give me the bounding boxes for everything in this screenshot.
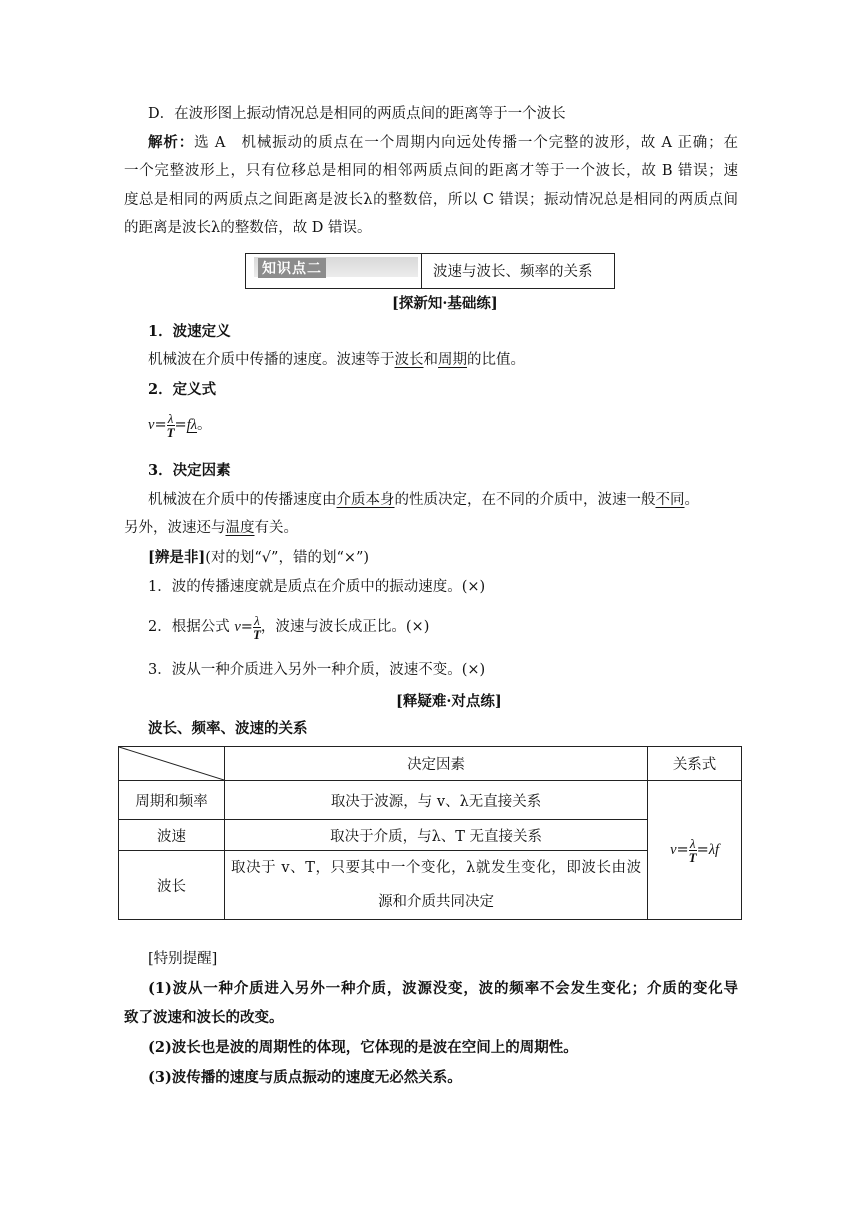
def3-heading: 3．决定因素 <box>148 462 231 479</box>
table-corner-cell <box>119 747 225 781</box>
def3-text-d: 另外，波速还与 <box>124 520 226 536</box>
judge-heading <box>148 548 369 568</box>
table-row-factor-line2: 源和介质共同决定 <box>378 894 495 910</box>
table-header-factor: 决定因素 <box>225 747 648 781</box>
def3-blank-medium: 介质本身 <box>336 492 395 508</box>
def1-blank-period: 周期 <box>438 352 467 368</box>
analysis-line-4: 的距离是波长λ的整数倍，故 D 错误。 <box>124 220 372 236</box>
table-row <box>119 781 742 820</box>
table-row-factor-line1: 取决于 v、T，只要其中一个变化，λ就发生变化，即波长由波 <box>231 860 642 876</box>
formula-den: T <box>688 849 697 865</box>
section-practice: [释疑难·对点练] <box>396 693 502 710</box>
table-row-name: 周期和频率 <box>119 781 225 820</box>
analysis-line-2: 一个完整波形上，只有位移总是相同的相邻两质点间的距离才等于一个波长，故 B 错误；速 <box>124 163 738 179</box>
def2-f-lambda: fλ <box>186 417 198 433</box>
judge-item-2 <box>148 610 429 644</box>
def2-end: 。 <box>197 417 212 433</box>
judge-item-2-b: ，波速与波长成正比。(×) <box>260 619 430 635</box>
def1-text-b: 和 <box>423 352 438 368</box>
knowledge-point-title: 波速与波长、频率的关系 <box>433 264 593 280</box>
def1-text <box>148 350 525 370</box>
table-row-factor <box>225 851 648 920</box>
def3-blank-different: 不同 <box>655 492 685 508</box>
tip-3: (3)波传播的速度与质点振动的速度无必然关系。 <box>148 1069 462 1086</box>
analysis-text-1: 选 A 机械振动的质点在一个周期内向远处传播一个完整的波形，故 A 正确；在 <box>194 135 738 151</box>
knowledge-point-tag <box>254 257 418 277</box>
tips-label: [特别提醒] <box>148 951 218 967</box>
option-d: D．在波形图上振动情况总是相同的两质点间的距离等于一个波长 <box>148 106 566 122</box>
def3-text-line1 <box>148 490 699 510</box>
judge-item-2-v: v <box>234 619 241 635</box>
judge-item-3: 3．波从一种介质进入另外一种介质，波速不变。(×) <box>148 662 486 678</box>
judge-hint: (对的划“√”，错的划“×”) <box>205 550 370 566</box>
def1-blank-wavelength: 波长 <box>394 352 424 368</box>
tip-2: (2)波长也是波的周期性的体现，它体现的是波在空间上的周期性。 <box>148 1039 578 1056</box>
formula-v: v <box>670 842 677 858</box>
relationship-table <box>118 746 742 920</box>
table-formula-cell <box>648 781 742 920</box>
judge-label: [辨是非] <box>148 549 206 566</box>
def2-heading: 2．定义式 <box>148 381 217 398</box>
def3-text-e: 有关。 <box>254 520 298 536</box>
analysis-label: 解析： <box>148 134 195 151</box>
def1-text-a: 机械波在介质中传播的速度。波速等于 <box>148 352 395 368</box>
formula-rhs: λf <box>708 842 720 858</box>
tip-1-line-1: (1)波从一种介质进入另外一种介质，波源没变，波的频率不会发生变化；介质的变化导 <box>148 980 738 997</box>
judge-item-2-a: 2．根据公式 <box>148 619 235 635</box>
def3-text-b: 的性质决定，在不同的介质中，波速一般 <box>394 492 656 508</box>
table-header-row <box>119 747 742 781</box>
diagonal-line <box>119 747 224 780</box>
def2-eq2: = <box>174 417 187 433</box>
knowledge-point-tag-label: 知识点二 <box>258 258 326 278</box>
def3-blank-temperature: 温度 <box>225 520 255 536</box>
def2-formula <box>148 408 212 442</box>
def2-den: T <box>166 424 175 440</box>
knowledge-point-box <box>245 253 615 289</box>
table-header-relation: 关系式 <box>648 747 742 781</box>
judge-item-2-num: λ <box>254 612 260 628</box>
analysis-line-1 <box>148 133 738 153</box>
tip-1-line-2: 致了波速和波长的改变。 <box>124 1009 284 1026</box>
table-formula <box>670 835 720 865</box>
table-row-factor: 取决于波源，与 v、λ无直接关系 <box>225 781 648 820</box>
knowledge-point-divider <box>421 254 422 288</box>
def3-text-a: 机械波在介质中的传播速度由 <box>148 492 337 508</box>
def3-text-c: 。 <box>684 492 699 508</box>
def2-fraction <box>167 412 175 439</box>
section-explore: [探新知·基础练] <box>392 295 498 312</box>
table-row-name: 波长 <box>119 851 225 920</box>
formula-num: λ <box>689 835 696 851</box>
judge-item-2-fraction <box>253 614 261 641</box>
def3-text-line2 <box>124 518 298 538</box>
formula-fraction <box>689 837 697 864</box>
judge-item-2-eq: = <box>240 619 253 635</box>
formula-eq2: = <box>696 842 709 858</box>
def2-num: λ <box>167 410 174 426</box>
formula-eq: = <box>676 842 689 858</box>
def1-heading: 1．波速定义 <box>148 323 231 340</box>
def2-v: v <box>148 417 155 433</box>
def1-text-c: 的比值。 <box>467 352 525 368</box>
table-row-factor: 取决于介质，与λ、T 无直接关系 <box>225 820 648 851</box>
judge-item-2-den: T <box>252 626 261 642</box>
def2-eq: = <box>154 417 167 433</box>
table-title: 波长、频率、波速的关系 <box>148 720 308 737</box>
table-row-name: 波速 <box>119 820 225 851</box>
judge-item-1: 1．波的传播速度就是质点在介质中的振动速度。(×) <box>148 579 486 595</box>
analysis-line-3: 度总是相同的两质点之间距离是波长λ的整数倍，所以 C 错误；振动情况总是相同的两质点间 <box>124 192 738 208</box>
